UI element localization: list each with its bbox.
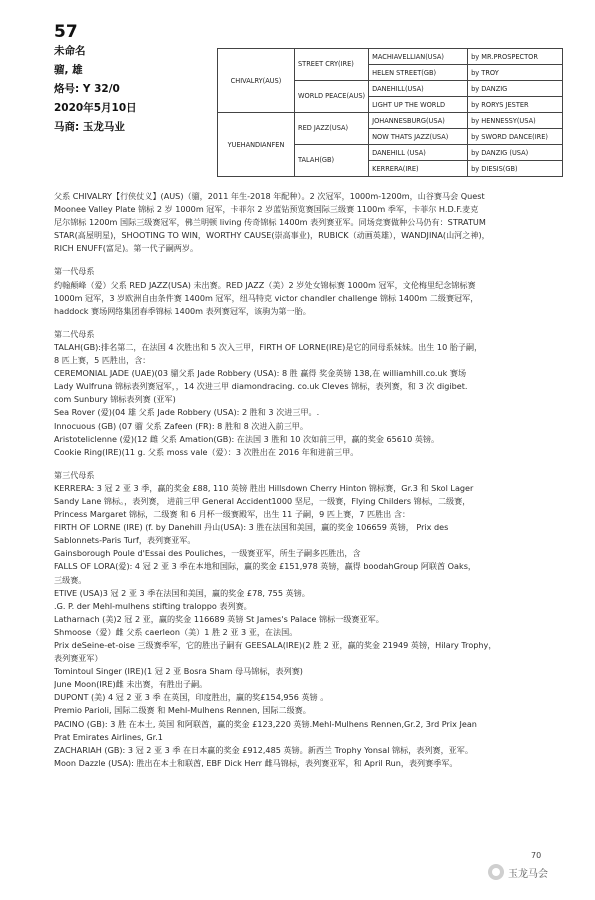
text-line: FALLS OF LORA(爱): 4 冠 2 亚 3 季在本地和国际，赢的奖金 £151,978 英镑，赢得 boodahGroup 阿联酋 Oaks，: [54, 561, 477, 572]
pedigree-ancestor-sire: by DANZIG: [468, 81, 563, 97]
text-line: 1000m 冠军，3 岁欧洲自由条件赛 1400m 冠军，纽马特克 victor chandler challenge 锦标 1400m 二级赛冠军，: [54, 292, 479, 303]
text-line: DUPONT (美) 4 冠 2 亚 3 季 在英国，印度胜出，赢的奖£154,956 英镑 。: [54, 692, 329, 703]
sire-paragraph: [54, 190, 544, 255]
pedigree-dam-sire: RED JAZZ(USA): [295, 113, 369, 145]
text-line: CEREMONIAL JADE (UAE)(03 骝父系 Jade Robbery (USA): 8 胜 赢得 奖金英镑 138,在 williamhill.co.uk 赛场: [54, 368, 467, 379]
pedigree-notes: [54, 190, 544, 770]
lot-header: [54, 22, 137, 137]
text-line: Latharnach (美)2 冠 2 亚，赢的奖金 116689 英镑 St James's Palace 锦标一级赛亚军。: [54, 613, 384, 624]
section-title: 第三代母系: [54, 469, 95, 480]
text-line: Gainsborough Poule d'Essai des Pouliches，一级赛亚军，所生子嗣多匹胜出，含: [54, 548, 361, 559]
text-line: 8 匹上赛，5 匹胜出，含：: [54, 355, 151, 366]
text-line: PACINO (GB): 3 胜 在本土, 英国 和阿联酋，赢的奖金 £123,220 英镑.Mehl-Mulhens Rennen,Gr.2, 3rd Prix Jean: [54, 718, 477, 729]
text-line: haddock 赛场网络集团春季锦标 1400m 表列赛冠军，该驹为第一胎。: [54, 305, 311, 316]
text-line: Sea Rover (爱)(04 雄 父系 Jade Robbery (USA): 2 胜和 3 次进三甲。.: [54, 407, 320, 418]
text-line: .G. P. der Mehl-mulhens stifting traloppo 表列赛。: [54, 600, 252, 611]
pedigree-ancestor-sire: by RORYS JESTER: [468, 97, 563, 113]
text-line: Princess Margaret 锦标，二级赛 和 6 月杯一级赛殿军，出生 11 子嗣，9 匹上赛，7 匹胜出 含：: [54, 509, 411, 520]
lot-number: 57: [54, 22, 78, 42]
text-line: June Moon(IRE)雌 未出赛，有胜出子嗣。: [54, 679, 208, 690]
pedigree-ancestor-sire: by DIESIS(GB): [468, 161, 563, 177]
text-line: Shmoose（爱）雌 父系 caerleon（美）1 胜 2 亚 3 亚，在法国。: [54, 626, 298, 637]
horse-name: 未命名: [54, 45, 86, 57]
text-line: STAR(高屋明星)，SHOOTING TO WIN，WORTHY CAUSE(崇高事业)，RUBICK（动画英雄），WANDJINA(山河之神)，: [54, 230, 490, 241]
pedigree-sire: CHIVALRY(AUS): [218, 49, 295, 113]
watermark-text: 玉龙马会: [508, 868, 548, 880]
text-line: 约翰颠峰（爱）父系 RED JAZZ(USA) 未出赛。RED JAZZ（美）2 岁处女锦标赛 1000m 冠军，文伦梅里纪念锦标赛: [54, 279, 476, 290]
first-dam-section: [54, 265, 544, 317]
text-line: Tomintoul Singer (IRE)(1 冠 2 亚 Bosra Sham 母马锦标，表列赛): [54, 666, 303, 677]
pedigree-ancestor: MACHIAVELLIAN(USA): [369, 49, 468, 65]
pedigree-ancestor: NOW THATS JAZZ(USA): [369, 129, 468, 145]
text-line: RICH ENUFF(富足)。第一代子嗣两岁。: [54, 243, 199, 254]
second-dam-section: [54, 328, 544, 459]
text-line: Lady Wulfruna 锦标表列赛冠军，，14 次进三甲 diamondracing. co.uk Cleves 锦标，表列赛，和 3 次 digibet.: [54, 381, 468, 392]
wechat-logo-icon: [488, 864, 504, 880]
text-line: 尼尔锦标 1200m 国际三级赛冠军，佛兰明顿 living 传奇锦标 1400m 表列赛亚军。同场竞赛做种公马仍有：STRATUM: [54, 217, 486, 228]
text-line: Premio Parioli, 国际二级赛 和 Mehl-Mulhens Rennen, 国际二级赛。: [54, 705, 311, 716]
pedigree-ancestor: LIGHT UP THE WORLD: [369, 97, 468, 113]
pedigree-ancestor-sire: by SWORD DANCE(IRE): [468, 129, 563, 145]
color-sex: 骝, 雄: [54, 64, 83, 76]
pedigree-ancestor-sire: by DANZIG (USA): [468, 145, 563, 161]
text-line: Moon Dazzle (USA): 胜出在本土和联酋, EBF Dick Herr 雌马锦标，表列赛亚军，和 April Run，表列赛季军。: [54, 757, 458, 768]
text-line: 三级赛。: [54, 574, 87, 585]
pedigree-dam: YUEHANDIANFEN: [218, 113, 295, 177]
pedigree-ancestor: JOHANNESBURG(USA): [369, 113, 468, 129]
text-line: ZACHARIAH (GB): 3 冠 2 亚 3 季 在日本赢的奖金 £912,485 英镑。新西兰 Trophy Yonsal 锦标，表列赛，亚军。: [54, 744, 473, 755]
text-line: Cookie Ring(IRE)(11 g. 父系 moss vale（爱）：3 次胜出在 2016 年和进前三甲。: [54, 446, 359, 457]
text-line: TALAH(GB):排名第二，在法国 4 次胜出和 5 次入三甲，FIRTH OF LORNE(IRE)是它的同母系妹妹。出生 10 胎子嗣，: [54, 341, 483, 352]
text-line: ETIVE (USA)3 冠 2 亚 3 季在法国和美国，赢的奖金 £78, 755 英镑。: [54, 587, 310, 598]
pedigree-ancestor: HELEN STREET(GB): [369, 65, 468, 81]
text-line: Sandy Lane 锦标。，表列赛， 进前三甲 General Accident1000 坚尼，一级赛，Flying Childers 锦标，二级赛，: [54, 495, 471, 506]
section-title: 第一代母系: [54, 266, 95, 277]
page-number: 70: [531, 851, 542, 860]
text-line: KERRERA: 3 冠 2 亚 3 季，赢的奖金 £88, 110 英镑 胜出 Hillsdown Cherry Hinton 锦标赛，Gr.3 和 Skol Lager: [54, 482, 474, 493]
pedigree-ancestor-sire: by TROY: [468, 65, 563, 81]
watermark: [488, 864, 548, 880]
text-line: 父系 CHIVALRY【行侠仗义】(AUS)（骝，2011 年生-2018 年配种）。2 次冠军，1000m-1200m，山谷赛马会 Quest: [54, 191, 485, 201]
pedigree-sire-dam: WORLD PEACE(AUS): [295, 81, 369, 113]
section-title: 第二代母系: [54, 328, 95, 339]
text-line: 表列赛亚军）: [54, 653, 103, 664]
pedigree-ancestor: DANEHILL(USA): [369, 81, 468, 97]
birth-date: 2020年5月10日: [54, 102, 137, 114]
text-line: FIRTH OF LORNE (IRE) (f. by Danehill 丹山(USA): 3 胜在法国和美国，赢的奖金 106659 英镑， Prix des: [54, 522, 449, 533]
pedigree-ancestor-sire: by HENNESSY(USA): [468, 113, 563, 129]
pedigree-ancestor-sire: by MR.PROSPECTOR: [468, 49, 563, 65]
pedigree-table: [217, 48, 563, 177]
text-line: Prix deSeine-et-oise 三级赛季军，它的胜出子嗣有 GEESALA(IRE)(2 胜 2 亚，赢的奖金 21949 英镑，Hilary Trophy，: [54, 640, 497, 650]
owner: 马商: 玉龙马业: [54, 121, 125, 133]
pedigree-ancestor: DANEHILL (USA): [369, 145, 468, 161]
text-line: Prat Emirates Airlines, Gr.1: [54, 731, 163, 742]
pedigree-dam-dam: TALAH(GB): [295, 145, 369, 177]
brand-number: 烙号: Y 32/0: [54, 83, 120, 95]
text-line: com Sunbury 锦标表列赛 (亚军): [54, 394, 176, 405]
text-line: Innocuous (GB) (07 骝 父系 Zafeen (FR): 8 胜和 8 次进入前三甲。: [54, 420, 308, 431]
third-dam-section: [54, 469, 544, 770]
pedigree-sire-sire: STREET CRY(IRE): [295, 49, 369, 81]
text-line: Sablonnets-Paris Turf，表列赛亚军。: [54, 535, 196, 546]
text-line: Moonee Valley Plate 锦标 2 岁 1000m 冠军，卡菲尔 2 岁蓝钻预览赛国际三级赛 1100m 季军，卡菲尔 H.D.F.麦克: [54, 204, 479, 215]
text-line: Aristoteliclenne (爱)(12 雌 父系 Amation(GB): 在法国 3 胜和 10 次如前三甲，赢的奖金 65610 英镑。: [54, 433, 440, 444]
pedigree-ancestor: KERRERA(IRE): [369, 161, 468, 177]
